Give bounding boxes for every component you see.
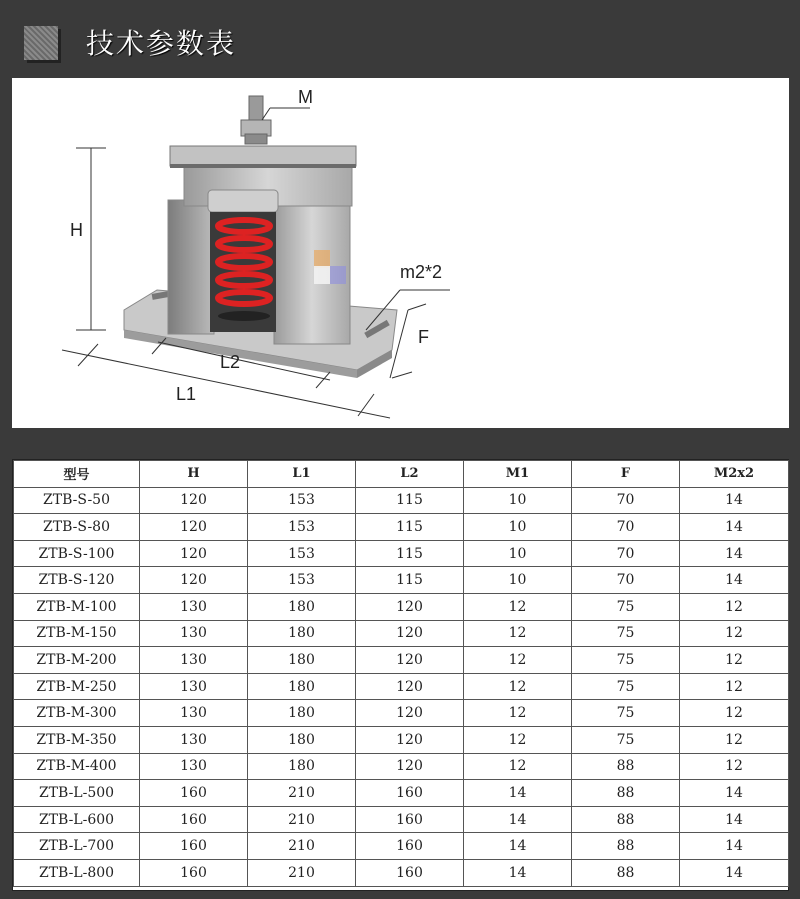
table-cell: 10 <box>464 567 572 594</box>
table-cell: 14 <box>680 859 789 886</box>
table-cell: 180 <box>248 620 356 647</box>
table-cell: 14 <box>464 806 572 833</box>
textured-square-icon <box>24 26 58 60</box>
table-body <box>14 487 789 886</box>
table-cell: 70 <box>572 514 680 541</box>
table-cell: 153 <box>248 567 356 594</box>
table-cell: ZTB-M-100 <box>14 593 140 620</box>
table-cell: 75 <box>572 593 680 620</box>
table-row <box>14 540 789 567</box>
table-cell: 180 <box>248 673 356 700</box>
table-cell: ZTB-M-300 <box>14 700 140 727</box>
label-h: H <box>70 220 83 240</box>
table-cell: 88 <box>572 780 680 807</box>
spec-table <box>13 460 789 887</box>
table-cell: 115 <box>356 514 464 541</box>
table-cell: 160 <box>356 806 464 833</box>
table-cell: 120 <box>356 620 464 647</box>
table-cell: ZTB-S-120 <box>14 567 140 594</box>
table-cell: 88 <box>572 806 680 833</box>
table-cell: 180 <box>248 593 356 620</box>
column-header: H <box>140 461 248 488</box>
table-cell: 130 <box>140 700 248 727</box>
table-cell: 180 <box>248 726 356 753</box>
table-cell: 130 <box>140 753 248 780</box>
table-cell: 12 <box>680 700 789 727</box>
table-cell: 10 <box>464 540 572 567</box>
table-cell: 120 <box>356 647 464 674</box>
table-row <box>14 567 789 594</box>
table-cell: 210 <box>248 780 356 807</box>
column-header: L1 <box>248 461 356 488</box>
table-cell: 160 <box>356 833 464 860</box>
table-row <box>14 487 789 514</box>
table-cell: ZTB-S-50 <box>14 487 140 514</box>
table-cell: 70 <box>572 567 680 594</box>
table-row <box>14 514 789 541</box>
table-cell: 12 <box>680 593 789 620</box>
table-cell: ZTB-S-80 <box>14 514 140 541</box>
table-cell: 14 <box>464 780 572 807</box>
product-diagram <box>12 78 789 428</box>
column-header: 型号 <box>14 461 140 488</box>
table-cell: 130 <box>140 620 248 647</box>
table-row <box>14 647 789 674</box>
table-cell: 14 <box>680 487 789 514</box>
table-cell: ZTB-M-150 <box>14 620 140 647</box>
table-cell: 88 <box>572 859 680 886</box>
table-cell: 14 <box>680 806 789 833</box>
label-m: M <box>298 87 313 107</box>
table-cell: 75 <box>572 700 680 727</box>
table-cell: 120 <box>356 726 464 753</box>
table-cell: ZTB-M-200 <box>14 647 140 674</box>
table-row <box>14 700 789 727</box>
table-cell: 12 <box>464 753 572 780</box>
table-cell: 130 <box>140 647 248 674</box>
red-spring <box>208 190 278 332</box>
table-cell: 160 <box>140 833 248 860</box>
table-cell: ZTB-S-100 <box>14 540 140 567</box>
table-cell: 88 <box>572 833 680 860</box>
table-cell: 180 <box>248 700 356 727</box>
label-f: F <box>418 327 429 347</box>
table-cell: 14 <box>680 833 789 860</box>
table-cell: 12 <box>464 673 572 700</box>
spring-mount-drawing <box>12 78 789 428</box>
table-cell: 14 <box>464 859 572 886</box>
table-cell: 130 <box>140 726 248 753</box>
column-header: M1 <box>464 461 572 488</box>
table-cell: 12 <box>464 647 572 674</box>
table-cell: 14 <box>680 514 789 541</box>
table-cell: 210 <box>248 806 356 833</box>
table-cell: 120 <box>140 487 248 514</box>
table-row <box>14 780 789 807</box>
label-l2: L2 <box>220 352 241 372</box>
table-cell: 75 <box>572 647 680 674</box>
table-cell: ZTB-L-700 <box>14 833 140 860</box>
table-row <box>14 753 789 780</box>
table-cell: 10 <box>464 514 572 541</box>
label-l1: L1 <box>176 384 197 404</box>
table-cell: 14 <box>680 540 789 567</box>
table-cell: 14 <box>680 780 789 807</box>
table-cell: ZTB-L-500 <box>14 780 140 807</box>
table-cell: 12 <box>680 620 789 647</box>
table-row <box>14 593 789 620</box>
table-cell: 120 <box>356 593 464 620</box>
table-cell: 153 <box>248 487 356 514</box>
table-cell: 180 <box>248 647 356 674</box>
table-cell: 160 <box>356 859 464 886</box>
table-cell: 12 <box>680 753 789 780</box>
table-cell: 120 <box>356 700 464 727</box>
table-cell: 160 <box>140 859 248 886</box>
table-cell: 130 <box>140 593 248 620</box>
table-cell: 14 <box>464 833 572 860</box>
table-cell: ZTB-M-350 <box>14 726 140 753</box>
table-cell: 210 <box>248 833 356 860</box>
spec-table-panel <box>12 459 789 891</box>
table-cell: 12 <box>680 726 789 753</box>
table-cell: 70 <box>572 487 680 514</box>
table-cell: 160 <box>140 806 248 833</box>
page-title: 技术参数表 <box>86 27 237 60</box>
table-cell: 70 <box>572 540 680 567</box>
table-cell: ZTB-M-250 <box>14 673 140 700</box>
table-cell: 75 <box>572 673 680 700</box>
table-cell: 12 <box>464 726 572 753</box>
table-cell: 153 <box>248 540 356 567</box>
table-row <box>14 806 789 833</box>
table-cell: 75 <box>572 726 680 753</box>
table-cell: 10 <box>464 487 572 514</box>
column-header: F <box>572 461 680 488</box>
table-cell: 14 <box>680 567 789 594</box>
table-cell: 12 <box>680 673 789 700</box>
table-cell: 160 <box>356 780 464 807</box>
column-header: M2x2 <box>680 461 789 488</box>
label-m2: m2*2 <box>400 262 443 282</box>
table-cell: 120 <box>140 514 248 541</box>
column-header: L2 <box>356 461 464 488</box>
top-bolt <box>241 96 271 144</box>
table-cell: 180 <box>248 753 356 780</box>
table-row <box>14 673 789 700</box>
table-cell: 115 <box>356 487 464 514</box>
table-cell: ZTB-L-600 <box>14 806 140 833</box>
table-cell: ZTB-M-400 <box>14 753 140 780</box>
table-cell: 75 <box>572 620 680 647</box>
table-cell: 120 <box>140 540 248 567</box>
table-cell: 210 <box>248 859 356 886</box>
table-cell: 153 <box>248 514 356 541</box>
table-header-row <box>14 461 789 488</box>
table-cell: 120 <box>356 753 464 780</box>
table-cell: 88 <box>572 753 680 780</box>
table-cell: 12 <box>464 620 572 647</box>
table-cell: 115 <box>356 567 464 594</box>
table-cell: ZTB-L-800 <box>14 859 140 886</box>
table-row <box>14 726 789 753</box>
table-cell: 120 <box>356 673 464 700</box>
table-cell: 160 <box>140 780 248 807</box>
table-cell: 115 <box>356 540 464 567</box>
table-cell: 12 <box>680 647 789 674</box>
table-row <box>14 620 789 647</box>
table-cell: 120 <box>140 567 248 594</box>
header-bar <box>0 0 800 78</box>
table-row <box>14 833 789 860</box>
table-cell: 12 <box>464 700 572 727</box>
table-row <box>14 859 789 886</box>
table-cell: 130 <box>140 673 248 700</box>
table-cell: 12 <box>464 593 572 620</box>
